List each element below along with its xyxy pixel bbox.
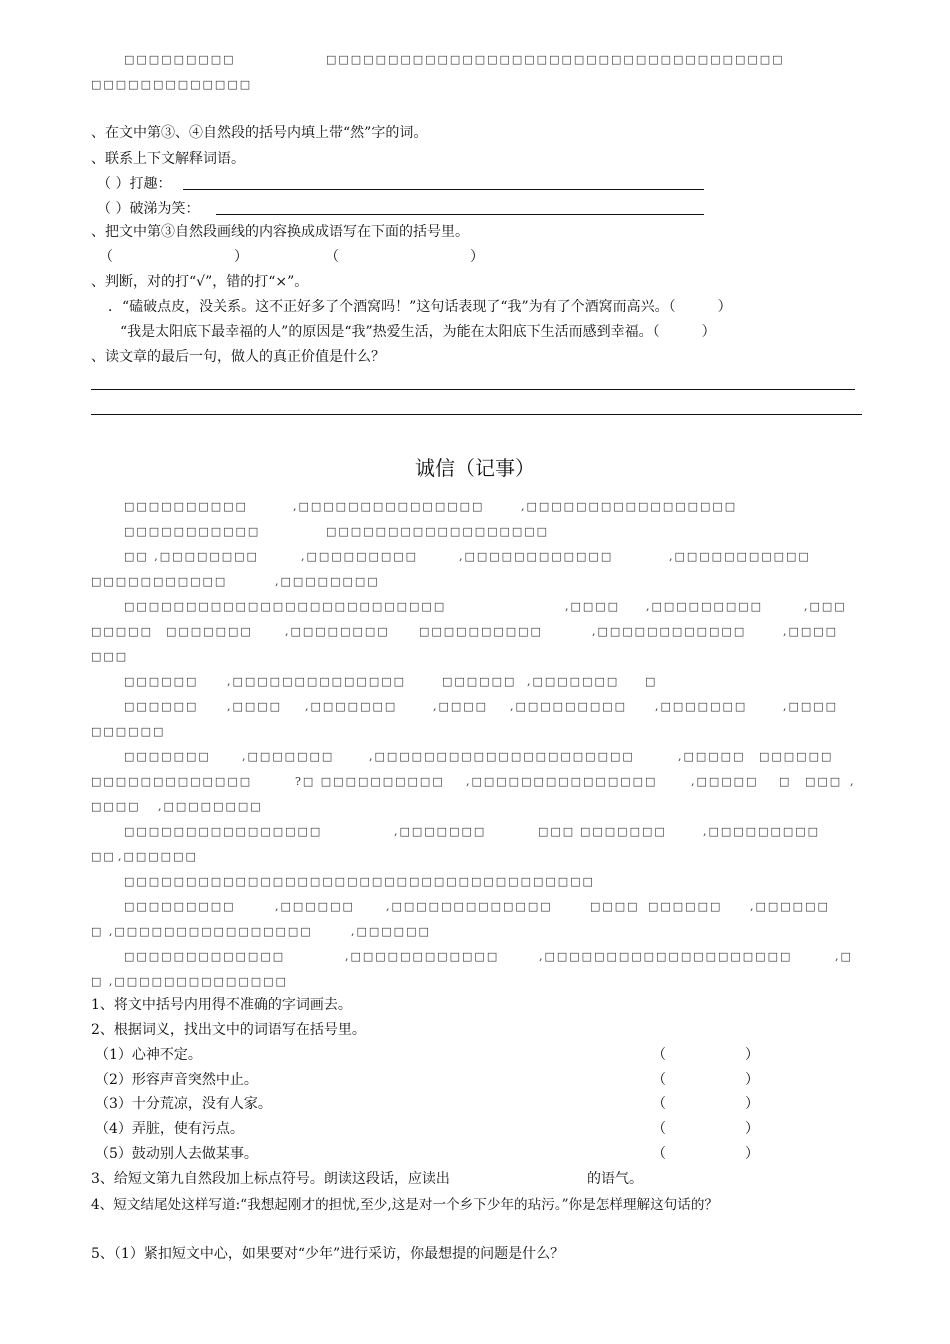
paren-close: ） [234, 249, 248, 265]
paren-open: （ [652, 1096, 666, 1112]
article-text-segment: □□□□□□□□□□□□□□□□□□□□□□□□□□□□□□□□□□□□□□ [124, 875, 595, 888]
article-text-segment: □□ [91, 850, 116, 863]
question-3-before: 3、给短文第九自然段加上标点符号。朗读这段话，应读出 [91, 1171, 450, 1187]
article-text-segment: □□□□□□ [91, 725, 166, 738]
article-text-segment: ,□□□□□□□ [655, 700, 748, 713]
article-text-segment: □□ ,□□□□□□□□ [124, 550, 259, 563]
question-3: 、把文中第③自然段画线的内容换成成语写在下面的括号里。 [91, 224, 469, 240]
question-1: 、在文中第③、④自然段的括号内填上带“然”字的词。 [91, 125, 428, 141]
article-text-segment: □□□ [91, 650, 129, 663]
article-text-segment: □□□□□□□□□□□ [91, 575, 228, 588]
article-text-segment: □□□□□□□□□□ [419, 625, 543, 638]
article-text-segment: □□□ [805, 775, 843, 788]
question-1: 1、将文中括号内用得不准确的字词画去。 [91, 997, 352, 1013]
article-text-segment: ,□□□□□□ [750, 900, 830, 913]
answer-line [91, 389, 855, 390]
article-text-segment: ,□□□□□□□□□□□□□□□□□□□□ [539, 950, 793, 963]
article-text-segment: ,□□□□□□□□ [275, 575, 380, 588]
answer-line [216, 214, 704, 215]
article-text-segment: □□□□□□ [442, 675, 517, 688]
question-2-item: （5）鼓动别人去做某事。 [95, 1146, 258, 1162]
question-2-item: （3）十分荒凉，没有人家。 [95, 1096, 272, 1112]
article-text-segment: ,□□□□□□ [275, 900, 355, 913]
paren-close: ） [745, 1072, 759, 1088]
article-text-segment: □□□□□□□□□ [124, 900, 236, 913]
article-text-segment: ,□□□□ [783, 700, 839, 713]
question-4: 、判断，对的打“√”，错的打“×”。 [91, 274, 309, 290]
article-text-segment: □□□□□□□□□□ [124, 500, 248, 513]
paren-open: （ [652, 1146, 666, 1162]
question-3-after: 的语气。 [587, 1171, 643, 1187]
article-text-segment: ,□□□□ [565, 600, 621, 613]
question-4: 4、短文结尾处这样写道:“我想起刚才的担忧,至少,这是对一个乡下少年的玷污。”你是怎样理解这句话的？ [91, 1197, 719, 1213]
article-text-segment: □□□□□□□□□□□□□ [124, 950, 286, 963]
garbled-text: □□□□□□□□□□□□□□□□□□□□□□□□□□□□□□□□□□□□□ [326, 53, 785, 66]
paren-close: ） [745, 1146, 759, 1162]
article-text-segment: ,□ [835, 950, 853, 963]
question-2-item: （1）心神不定。 [95, 1047, 202, 1063]
article-text-segment: ,□□□□□□□□□□□□□□□□□ [521, 500, 738, 513]
article-text-segment: ?□ □□□□□□□□□□ [295, 775, 445, 788]
article-text-segment: ,□□□□□□□□□ [646, 600, 764, 613]
article-text-segment: ,□□□ [804, 600, 847, 613]
article-title: 诚信（记事） [415, 456, 535, 480]
article-text-segment: ,□□□□ [433, 700, 489, 713]
article-text-segment: ,□□□□□□□□□□□□□□ [227, 675, 406, 688]
garbled-text: □□□□□□□□□□□□□ [91, 78, 253, 91]
answer-line [91, 414, 862, 415]
article-text-segment: □□□□□□□ [580, 825, 667, 838]
article-text-segment: ,□□□□□□□ [527, 675, 620, 688]
article-text-segment: ,□□□□□□□□□□□□ [592, 625, 747, 638]
article-text-segment: ,□□□□□□□□□□□□ [345, 950, 500, 963]
article-text-segment: □□□□□□□□□□□□□□□□ [124, 825, 323, 838]
article-text-segment: □□□□ [91, 800, 141, 813]
article-text-segment: ,□□□□□□ [351, 925, 431, 938]
article-text-segment: □□□□□□ [759, 750, 834, 763]
question-5: 5、（1）紧扣短文中心，如果要对“少年”进行采访，你最想提的问题是什么？ [91, 1246, 565, 1262]
article-text-segment: □□□□□□□ [166, 625, 253, 638]
article-text-segment: □□□□□□ [124, 675, 199, 688]
article-text-segment: □ ,□□□□□□□□□□□□□□ [91, 975, 288, 988]
article-text-segment: □□□□□□□□□□□ [124, 525, 261, 538]
question-2: 2、根据词义，找出文中的词语写在括号里。 [91, 1022, 366, 1038]
paren-open: （ [652, 1047, 666, 1063]
article-text-segment: □□□ [538, 825, 576, 838]
article-text-segment: ,□□□□□□ [118, 850, 198, 863]
article-text-segment: ,□□□□□□□□□□□□□ [386, 900, 553, 913]
paren-open: （ [652, 1072, 666, 1088]
article-text-segment: ,□□□□□□□□□□□ [669, 550, 811, 563]
article-text-segment: ,□□□□□□□□□ [301, 550, 419, 563]
article-text-segment: ,□□□□□ [678, 750, 746, 763]
question-2-item: （4）弄脏，使有污点。 [95, 1121, 244, 1137]
question-4a: ．“磕破点皮，没关系。这不正好多了个酒窝吗！”这句话表现了“我”为有了个酒窝而高兴。（ ） [108, 299, 732, 315]
article-text-segment: □□□□□□□ [124, 750, 211, 763]
article-text-segment: ,□□□□□□□□ [285, 625, 390, 638]
article-text-segment: ,□□□□□□□□□□□□□□□ [293, 500, 485, 513]
paren-open: （ [325, 249, 339, 265]
article-text-segment: □□□□□□□□□□□□□□□□□□ [326, 525, 550, 538]
article-text-segment: ,□□□□□ [691, 775, 759, 788]
article-text-segment: □□□□□□ [648, 900, 723, 913]
article-text-segment: □□□□ [590, 900, 640, 913]
article-text-segment: ,□□□□□□□□□ [510, 700, 628, 713]
paren-open: （ [652, 1121, 666, 1137]
article-text-segment: ,□□□□□□□□□□□□□□□ [466, 775, 658, 788]
article-text-segment: ,□□□□ [783, 625, 839, 638]
article-text-segment: ,□□□□ [227, 700, 283, 713]
article-text-segment: ,□□□□□□□□ [158, 800, 263, 813]
article-text-segment: □□□□□□□□□□□□□ [91, 775, 253, 788]
answer-line [183, 189, 704, 190]
garbled-text: □□□□□□□□□ [124, 53, 236, 66]
article-text-segment: ,□□□□□□□□□ [703, 825, 821, 838]
question-2b-label: （ ）破涕为笑： [97, 201, 200, 217]
article-text-segment: ,□□□□□□□□□□□□ [459, 550, 614, 563]
article-text-segment: ,□□□□□□□ [394, 825, 487, 838]
article-text-segment: □ ,□□□□□□□□□□□□□□□□ [91, 925, 313, 938]
paren-close: ） [745, 1096, 759, 1112]
article-text-segment: , [850, 775, 856, 788]
question-2a-label: （ ）打趣： [97, 176, 172, 192]
paren-open: （ [99, 249, 113, 265]
article-text-segment: □ [779, 775, 792, 788]
article-text-segment: ,□□□□□□□ [305, 700, 398, 713]
article-text-segment: ,□□□□□□□ [242, 750, 335, 763]
question-2-item: （2）形容声音突然中止。 [95, 1072, 258, 1088]
article-text-segment: □ [645, 675, 658, 688]
question-4b: “我是太阳底下最幸福的人”的原因是“我”热爱生活，为能在太阳底下生活而感到幸福。（ ） [120, 324, 716, 340]
question-2: 、联系上下文解释词语。 [91, 151, 245, 167]
article-text-segment: □□□□□ [91, 625, 153, 638]
article-text-segment: □□□□□□□□□□□□□□□□□□□□□□□□□□ [124, 600, 447, 613]
paren-close: ） [745, 1121, 759, 1137]
article-text-segment: ,□□□□□□□□□□□□□□□□□□□□□ [369, 750, 635, 763]
paren-close: ） [745, 1047, 759, 1063]
article-text-segment: □□□□□□ [124, 700, 199, 713]
question-5: 、读文章的最后一句，做人的真正价值是什么？ [91, 349, 385, 365]
paren-close: ） [470, 249, 484, 265]
